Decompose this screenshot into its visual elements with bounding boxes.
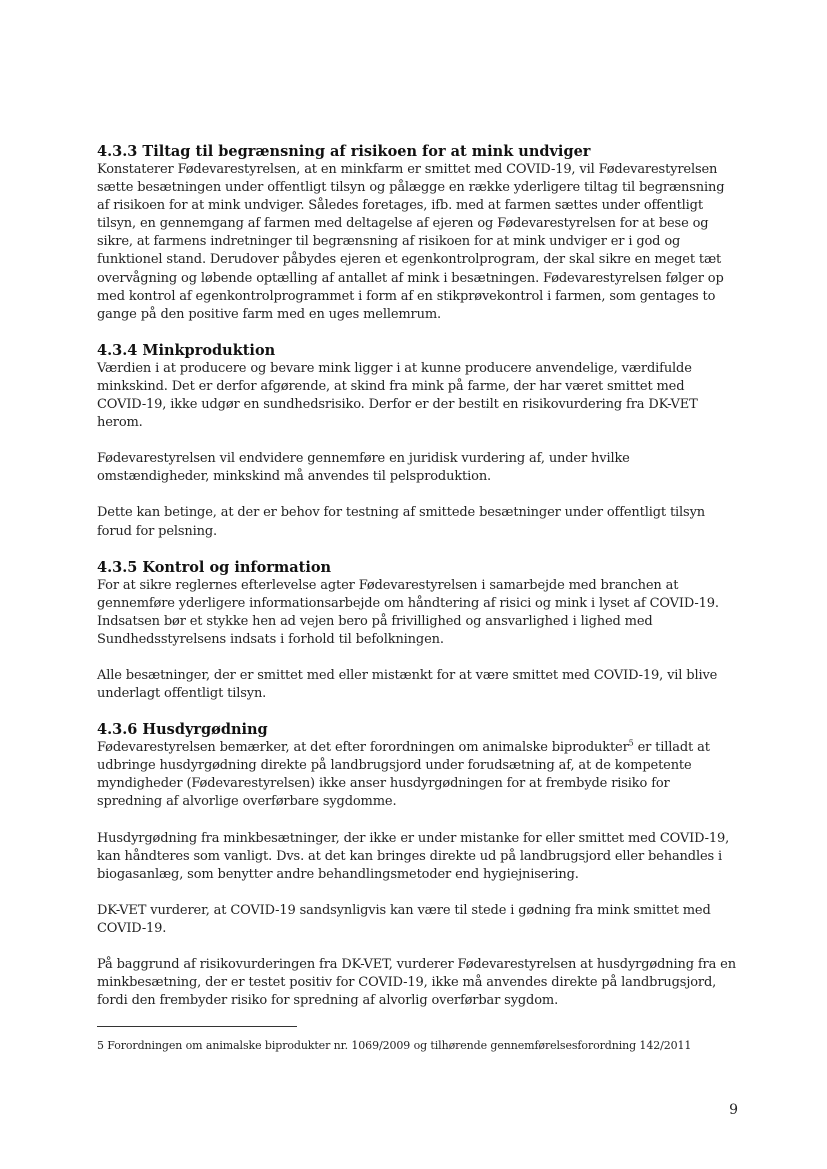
footnote-separator [97,1026,297,1027]
section-4-3-4 [97,342,737,541]
document-page [97,143,737,1028]
footnote-reference[interactable]: 5 [628,738,634,748]
section-4-3-3 [97,143,737,324]
footnote [97,1039,737,1053]
page-number: 9 [729,1102,738,1118]
paragraph: Fødevarestyrelsen vil endvidere gennemføre en juridisk vurdering af, under hvilke omstændigheder, minkskind må anvendes til pelsproduktion. [97,451,630,485]
footnote-text: Forordningen om animalske biprodukter nr. 1069/2009 og tilhørende gennemførelsesforordning 142/2011 [103,1039,692,1052]
section-heading: 4.3.3 Tiltag til begrænsning af risikoen for at mink undviger [97,143,591,160]
paragraph-text-before-footnote: Fødevarestyrelsen bemærker, at det efter forordningen om animalske biprodukter [97,740,629,756]
paragraph: For at sikre reglernes efterlevelse agter Fødevarestyrelsen i samarbejde med branchen at gennemføre yderligere informationsarbejde om håndtering af risici og mink i lyset af COVID-19. Indsatsen bør et stykke hen ad vejen bero på frivillighed og ansvarlighed i lighed med Sundhedsstyrelsens indsats i forhold til befolkningen. [97,577,719,647]
section-heading: 4.3.4 Minkproduktion [97,341,276,359]
paragraph: Konstaterer Fødevarestyrelsen, at en minkfarm er smittet med COVID-19, vil Fødevarestyrelsen sætte besætningen under offentligt tilsyn og pålægge en række yderligere tiltag til begrænsning af risikoen for at mink undviger. Således foretages, ifb. med at farmen sættes under offentligt tilsyn, en gennemgang af farmen med deltagelse af ejeren og Fødevarestyrelsen for at bese og sikre, at farmens indretninger til begrænsning af risikoen for at mink undviger er i god og funktionel stand. Derudover påbydes ejeren et egenkontrolprogram, der skal sikre en meget tæt overvågning og løbende optælling af antallet af mink i besætningen. Fødevarestyrelsen følger op med kontrol af egenkontrolprogrammet i form af en stikprøvekontrol i farmen, som gentages to gange på den positive farm med en uges mellemrum. [97,162,725,322]
paragraph-with-footnote [97,739,737,811]
paragraph: Alle besætninger, der er smittet med eller mistænkt for at være smittet med COVID-19, vil blive underlagt offentligt tilsyn. [97,667,718,702]
paragraph: DK-VET vurderer, at COVID-19 sandsynligvis kan være til stede i gødning fra mink smittet med COVID-19. [97,902,711,936]
paragraph-text-after-footnote: er tilladt at udbringe husdyrgødning direkte på landbrugsjord under forudsætning af, at de kompetente myndigheder (Fødevarestyrelsen) ikke anser husdyrgødningen for at frembyde risiko for spredning af alvorlige overførbare sygdomme. [97,740,710,810]
paragraph: På baggrund af risikovurderingen fra DK-VET, vurderer Fødevarestyrelsen at husdyrgødning fra en minkbesætning, der er testet positiv for COVID-19, ikke må anvendes direkte på landbrugsjord, fordi den frembyder risiko for spredning af alvorlig overførbar sygdom. [97,957,736,1009]
section-4-3-6 [97,721,737,1010]
section-4-3-5 [97,559,737,704]
footnote-marker: 5 [97,1039,104,1052]
paragraph: Dette kan betinge, at der er behov for testning af smittede besætninger under offentligt tilsyn forud for pelsning. [97,505,705,539]
paragraph: Værdien i at producere og bevare mink ligger i at kunne producere anvendelige, værdifulde minkskind. Det er derfor afgørende, at skind fra mink på farme, der har været smittet med COVID-19, ikke udgør en sundhedsrisiko. Derfor er der bestilt en risikovurdering fra DK-VET herom. [97,360,698,431]
paragraph: Husdyrgødning fra minkbesætninger, der ikke er under mistanke for eller smittet med COVID-19, kan håndteres som vanligt. Dvs. at det kan bringes direkte ud på landbrugsjord eller behandles i biogasanlæg, som benytter andre behandlingsmetoder end hygiejnisering. [97,830,730,882]
section-heading: 4.3.5 Kontrol og information [97,558,332,576]
section-heading: 4.3.6 Husdyrgødning [97,721,268,739]
